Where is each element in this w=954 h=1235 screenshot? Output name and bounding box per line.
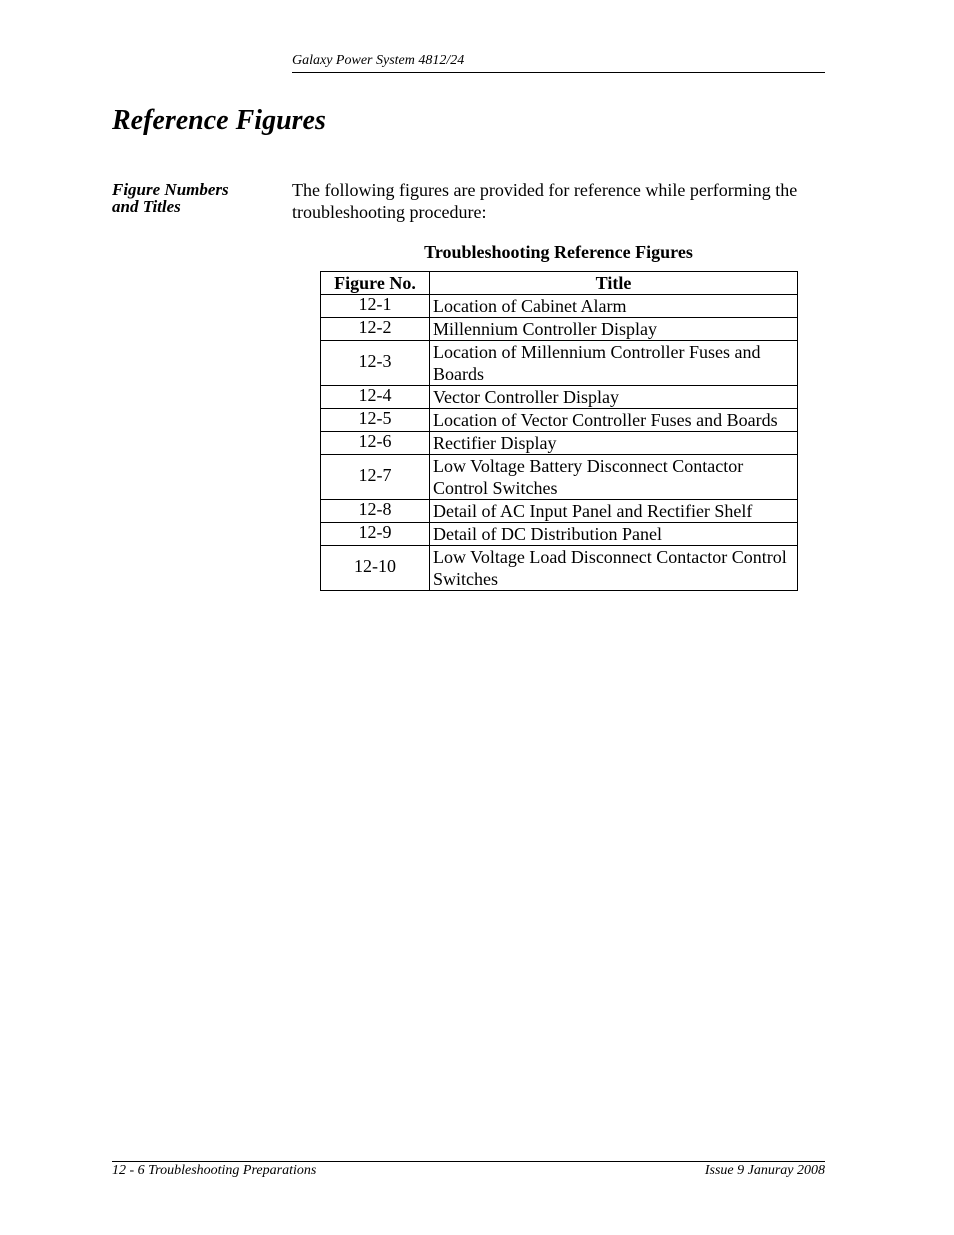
table-row [321, 500, 798, 523]
figure-number: 12-9 [358, 522, 392, 542]
figure-number: 12-6 [358, 431, 392, 451]
figure-number: 12-3 [358, 351, 392, 371]
figure-number-cell [321, 295, 430, 318]
page-title: Reference Figures [112, 105, 326, 136]
figure-title-cell: Rectifier Display [430, 432, 798, 455]
reference-figures-table [320, 271, 798, 591]
figure-title-cell: Low Voltage Battery Disconnect Contactor Control Switches [430, 455, 798, 500]
figure-number: 12-10 [354, 556, 396, 576]
table-row [321, 341, 798, 386]
figure-title-cell: Detail of DC Distribution Panel [430, 523, 798, 546]
figure-title-cell: Location of Vector Controller Fuses and Boards [430, 409, 798, 432]
figure-number-cell [321, 455, 430, 500]
table-row [321, 455, 798, 500]
side-heading-line-2: and Titles [112, 197, 181, 216]
figure-number: 12-4 [358, 385, 392, 405]
table-row [321, 546, 798, 591]
side-heading [112, 181, 282, 215]
figure-number-cell [321, 500, 430, 523]
table-row [321, 318, 798, 341]
column-header-title: Title [430, 272, 798, 295]
figure-number-cell [321, 432, 430, 455]
footer-issue-date: Issue 9 Januray 2008 [704, 1163, 825, 1178]
figure-title-cell: Detail of AC Input Panel and Rectifier Shelf [430, 500, 798, 523]
figure-title-cell: Low Voltage Load Disconnect Contactor Control Switches [430, 546, 798, 591]
intro-paragraph: The following figures are provided for reference while performing the troubleshooting procedure: [292, 180, 798, 222]
running-header: Galaxy Power System 4812/24 [292, 53, 465, 68]
table-row [321, 409, 798, 432]
figure-number: 12-2 [358, 317, 392, 337]
figure-number: 12-5 [358, 408, 392, 428]
figure-number: 12-7 [358, 465, 392, 485]
table-header-row [321, 272, 798, 295]
table-row [321, 432, 798, 455]
figure-number-cell [321, 386, 430, 409]
figure-title-cell: Location of Cabinet Alarm [430, 295, 798, 318]
table-row [321, 295, 798, 318]
table-caption: Troubleshooting Reference Figures [424, 242, 693, 262]
figure-title-cell: Millennium Controller Display [430, 318, 798, 341]
figure-number-cell [321, 318, 430, 341]
column-header-figure-no: Figure No. [321, 272, 430, 295]
table-row [321, 523, 798, 546]
figure-number-cell [321, 409, 430, 432]
figure-title-cell: Location of Millennium Controller Fuses and Boards [430, 341, 798, 386]
figure-number-cell [321, 523, 430, 546]
figure-number: 12-1 [358, 294, 392, 314]
footer-page-label: 12 - 6 Troubleshooting Preparations [112, 1163, 317, 1178]
side-heading-line-1: Figure Numbers [112, 180, 229, 199]
header-rule [292, 72, 825, 73]
figure-title-cell: Vector Controller Display [430, 386, 798, 409]
figure-number: 12-8 [358, 499, 392, 519]
table-row [321, 386, 798, 409]
figure-number-cell [321, 546, 430, 591]
figure-number-cell [321, 341, 430, 386]
